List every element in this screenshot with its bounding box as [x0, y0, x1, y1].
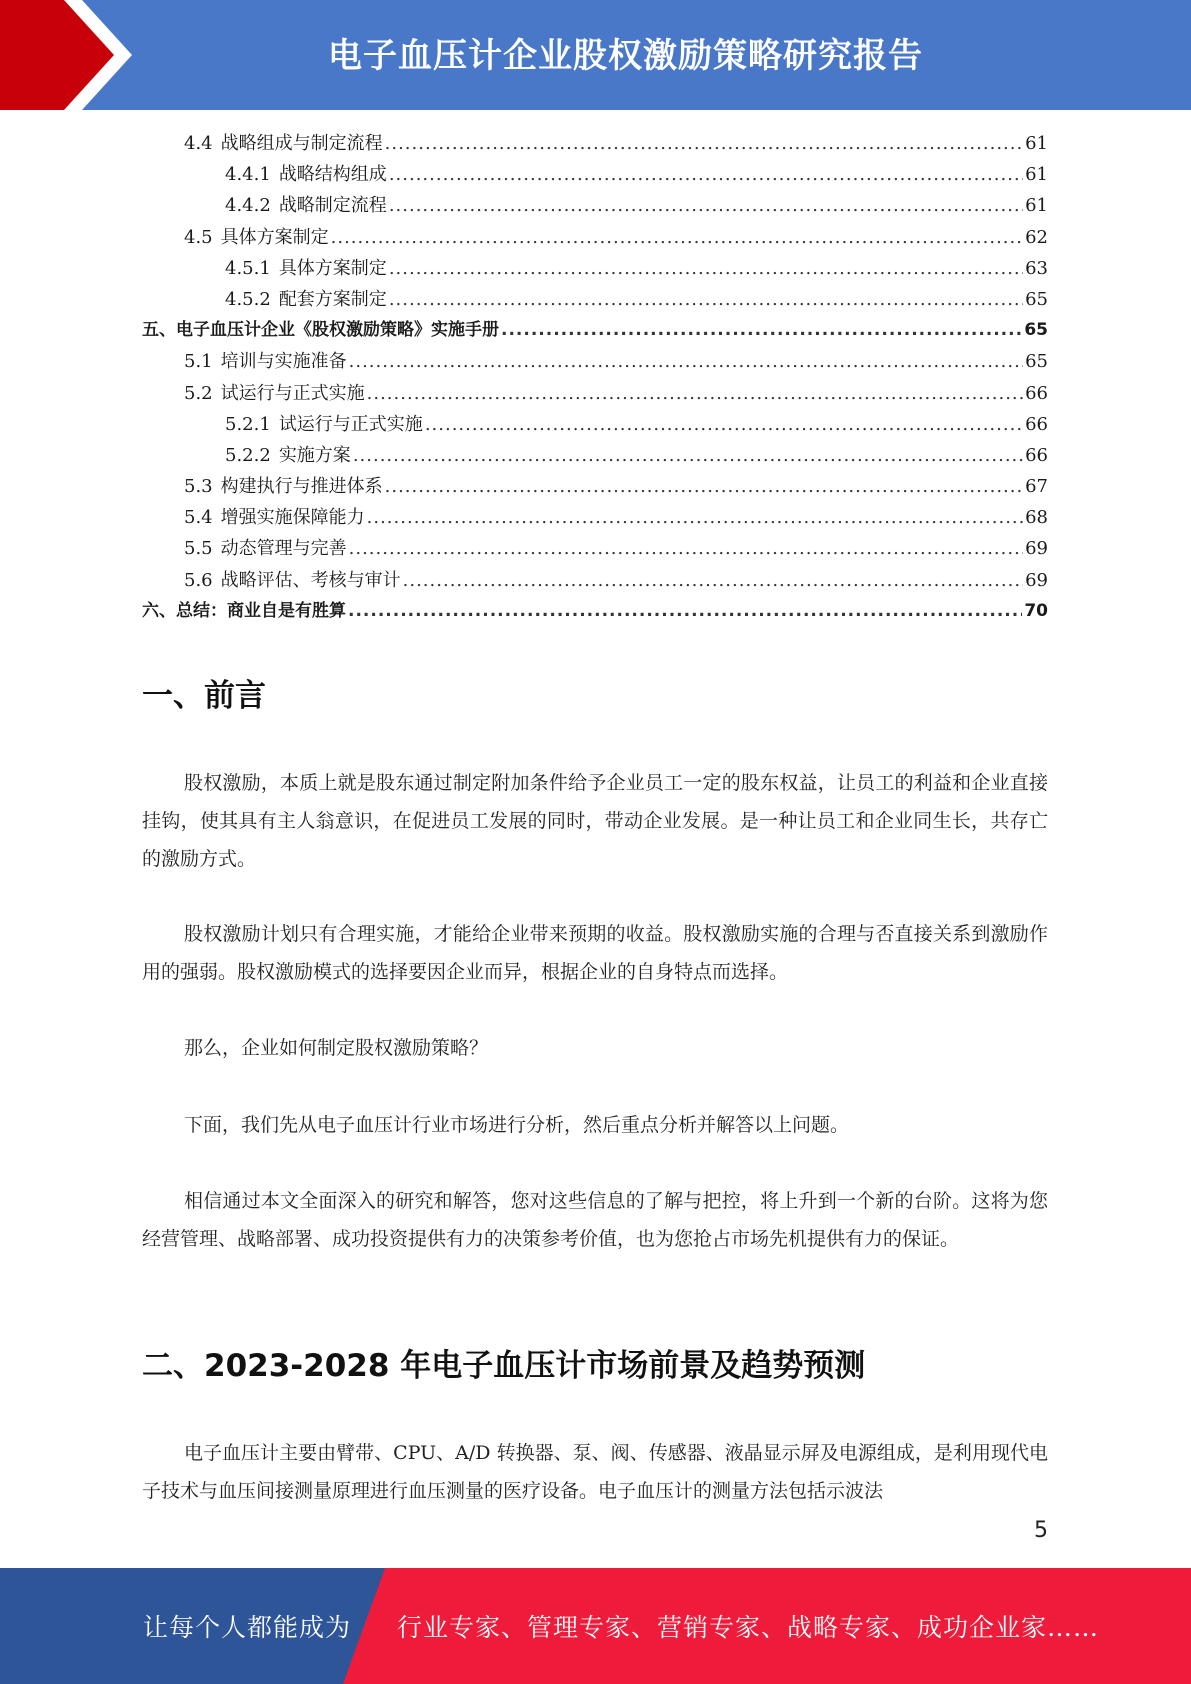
toc-entry-page: 65 — [1024, 320, 1048, 341]
toc-entry-page: 62 — [1025, 226, 1048, 248]
toc-entry-number: 5.2.1 — [225, 413, 271, 435]
toc-dot-leader — [331, 222, 1023, 253]
toc-entry[interactable] — [142, 284, 1048, 315]
toc-entry-label: 培训与实施准备 — [220, 351, 347, 373]
toc-dot-leader — [353, 440, 1023, 471]
toc-entry-number: 5.2 — [184, 382, 213, 404]
toc-entry[interactable] — [142, 409, 1048, 440]
report-title: 电子血压计企业股权激励策略研究报告 — [328, 35, 923, 76]
toc-entry-label: 增强实施保障能力 — [220, 507, 365, 529]
paragraph: 股权激励计划只有合理实施，才能给企业带来预期的收益。股权激励实施的合理与否直接关系到激励作用的强弱。股权激励模式的选择要因企业而异，根据企业的自身特点而选择。 — [142, 923, 1048, 983]
toc-entry-label: 总结：商业自是有胜算 — [176, 600, 346, 621]
toc-entry-label: 配套方案制定 — [278, 288, 387, 310]
toc-entry-number: 5.6 — [184, 569, 213, 591]
toc-dot-leader — [385, 471, 1023, 502]
toc-dot-leader — [385, 128, 1023, 159]
page-number: 5 — [1034, 1518, 1048, 1543]
toc-dot-leader — [389, 190, 1023, 221]
toc-dot-leader — [389, 159, 1023, 190]
footer-banner — [0, 1568, 1191, 1684]
toc-entry-number: 六、 — [142, 600, 176, 621]
toc-entry[interactable] — [142, 315, 1048, 346]
toc-entry-page: 65 — [1025, 288, 1048, 310]
toc-entry-number: 5.1 — [184, 351, 213, 373]
toc-entry[interactable] — [142, 190, 1048, 221]
toc-entry[interactable] — [142, 596, 1048, 627]
toc-entry-label: 构建执行与推进体系 — [220, 476, 383, 498]
toc-dot-leader — [501, 315, 1022, 346]
toc-entry-page: 69 — [1025, 569, 1048, 591]
toc-dot-leader — [389, 253, 1023, 284]
paragraph: 电子血压计主要由臂带、CPU、A/D 转换器、泵、阀、传感器、液晶显示屏及电源组成，是利用现代电子技术与血压间接测量原理进行血压测量的医疗设备。电子血压计的测量方法包括示波法 — [142, 1442, 1048, 1502]
toc-entry-label: 试运行与正式实施 — [220, 382, 365, 404]
toc-entry-number: 4.5.1 — [225, 257, 271, 279]
toc-entry[interactable] — [142, 128, 1048, 159]
toc-entry[interactable] — [142, 159, 1048, 190]
toc-dot-leader — [389, 284, 1023, 315]
toc-entry[interactable] — [142, 253, 1048, 284]
toc-entry-number: 5.4 — [184, 507, 213, 529]
footer-slogan-left: 让每个人都能成为 — [143, 1613, 352, 1642]
toc-dot-leader — [349, 346, 1023, 377]
toc-entry-number: 4.4.2 — [225, 195, 271, 217]
section-heading-preface: 一、前言 — [142, 678, 266, 714]
toc-entry-number: 5.3 — [184, 476, 213, 498]
toc-entry[interactable] — [142, 440, 1048, 471]
toc-entry[interactable] — [142, 565, 1048, 596]
toc-entry-page: 61 — [1025, 133, 1048, 154]
toc-dot-leader — [367, 378, 1023, 409]
toc-entry-page: 66 — [1025, 382, 1048, 404]
toc-entry[interactable] — [142, 471, 1048, 502]
toc-entry-number: 4.5 — [184, 226, 213, 248]
paragraph: 那么，企业如何制定股权激励策略？ — [184, 1037, 489, 1059]
toc-entry-label: 战略结构组成 — [278, 164, 387, 186]
toc-entry-page: 66 — [1025, 444, 1048, 466]
paragraph: 下面，我们先从电子血压计行业市场进行分析，然后重点分析并解答以上问题。 — [184, 1114, 850, 1136]
toc-entry-number: 4.4 — [184, 133, 213, 154]
toc-dot-leader — [349, 533, 1023, 564]
toc-entry-label: 战略制定流程 — [278, 195, 387, 217]
toc-entry[interactable] — [142, 533, 1048, 564]
toc-entry-label: 电子血压计企业《股权激励策略》实施手册 — [176, 320, 499, 341]
toc-entry-label: 试运行与正式实施 — [278, 413, 423, 435]
toc-entry-page: 61 — [1025, 195, 1048, 217]
section-heading-market-outlook: 二、2023-2028 年电子血压计市场前景及趋势预测 — [142, 1348, 866, 1384]
toc-entry-label: 战略组成与制定流程 — [220, 133, 383, 154]
toc-entry-page: 65 — [1025, 351, 1048, 373]
toc-dot-leader — [425, 409, 1023, 440]
header-banner — [0, 0, 1191, 110]
toc-entry[interactable] — [142, 346, 1048, 377]
toc-entry-page: 68 — [1025, 507, 1048, 529]
toc-entry-label: 动态管理与完善 — [220, 538, 347, 560]
footer-slogan-right: 行业专家、管理专家、营销专家、战略专家、成功企业家…… — [397, 1613, 1100, 1642]
toc-entry-number: 4.5.2 — [225, 288, 271, 310]
toc-entry-label: 具体方案制定 — [278, 257, 387, 279]
toc-entry-label: 实施方案 — [278, 444, 351, 466]
toc-entry[interactable] — [142, 222, 1048, 253]
toc-entry-page: 67 — [1025, 476, 1048, 498]
toc-entry-page: 63 — [1025, 257, 1048, 279]
toc-entry-label: 具体方案制定 — [220, 226, 329, 248]
toc-entry-page: 66 — [1025, 413, 1048, 435]
table-of-contents — [142, 128, 1048, 627]
toc-entry-page: 69 — [1025, 538, 1048, 560]
toc-entry-page: 61 — [1025, 164, 1048, 186]
toc-entry-page: 70 — [1024, 600, 1048, 621]
toc-dot-leader — [367, 502, 1023, 533]
paragraph: 相信通过本文全面深入的研究和解答，您对这些信息的了解与把控，将上升到一个新的台阶。这将为您经营管理、战略部署、成功投资提供有力的决策参考价值，也为您抢占市场先机提供有力的保证。 — [142, 1190, 1048, 1250]
toc-entry-number: 5.2.2 — [225, 444, 271, 466]
toc-dot-leader — [403, 565, 1023, 596]
toc-entry-number: 5.5 — [184, 538, 213, 560]
toc-entry-number: 五、 — [142, 320, 176, 341]
paragraph: 股权激励，本质上就是股东通过制定附加条件给予企业员工一定的股东权益，让员工的利益和企业直接挂钩，使其具有主人翁意识，在促进员工发展的同时，带动企业发展。是一种让员工和企业同生长，共存亡的激励方式。 — [142, 772, 1048, 870]
toc-entry-number: 4.4.1 — [225, 164, 271, 186]
toc-dot-leader — [348, 596, 1022, 627]
toc-entry[interactable] — [142, 502, 1048, 533]
toc-entry[interactable] — [142, 378, 1048, 409]
toc-entry-label: 战略评估、考核与审计 — [220, 569, 401, 591]
